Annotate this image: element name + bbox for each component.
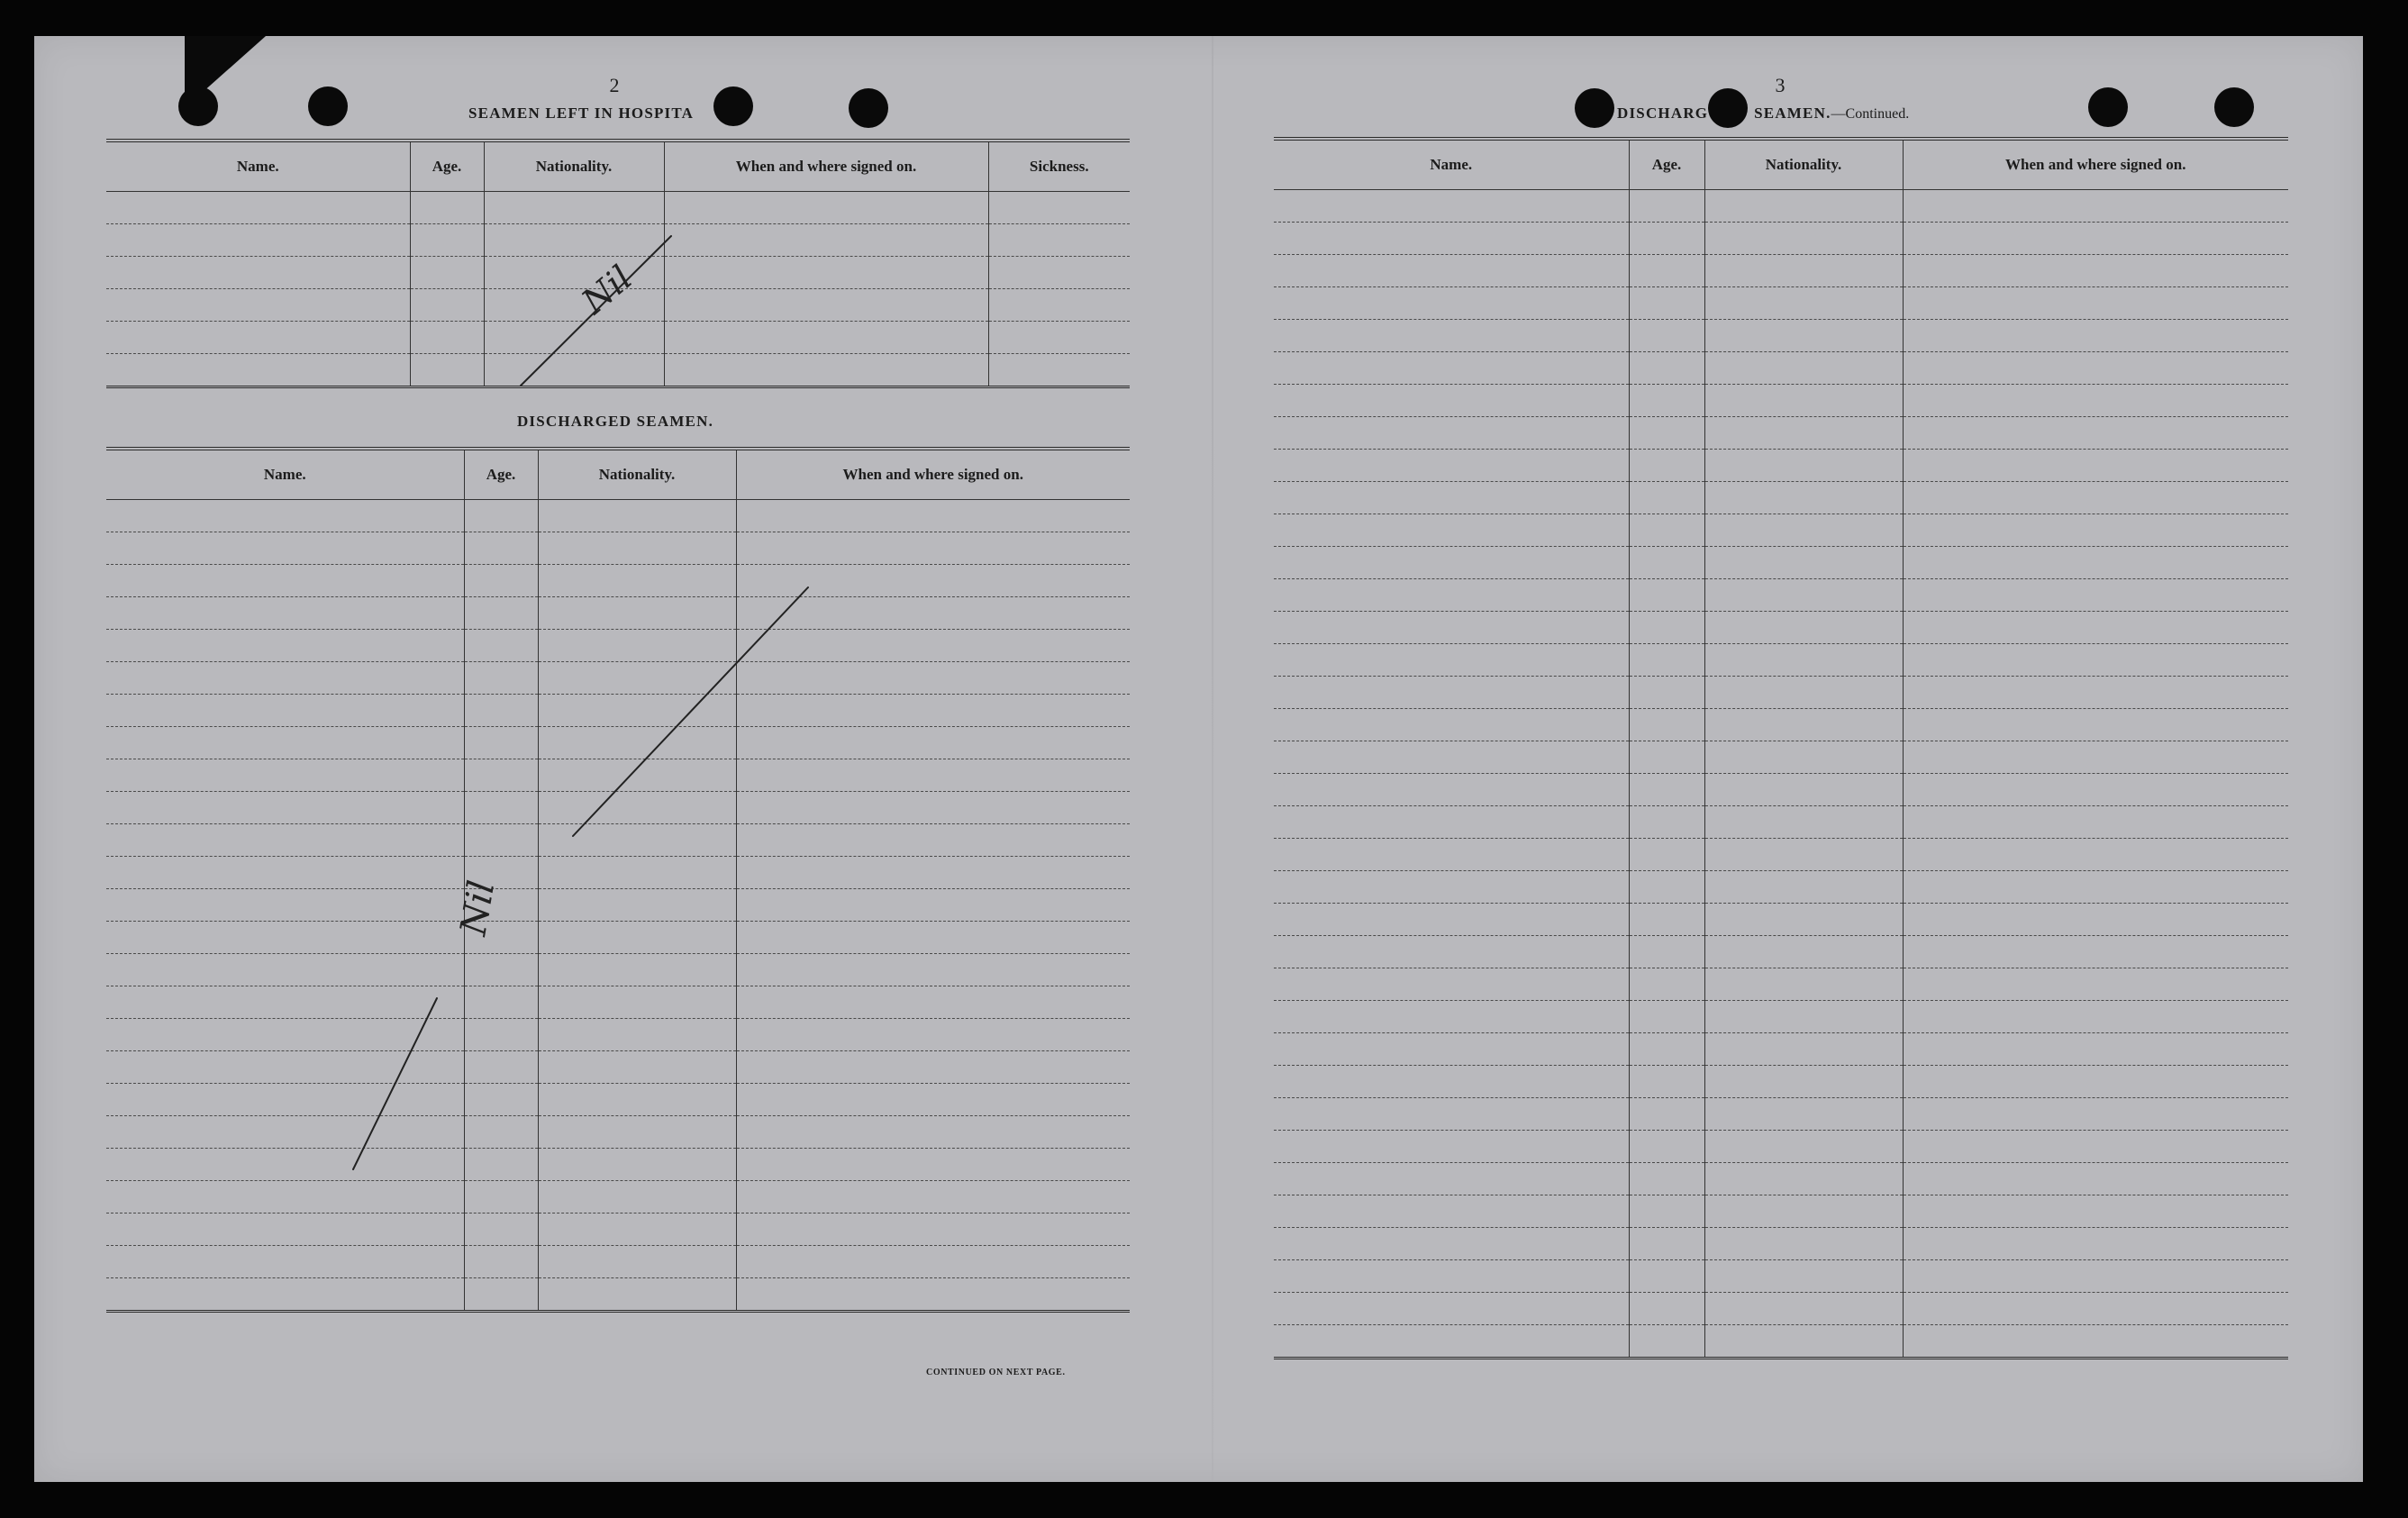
title-part2: SEAMEN. [1754, 105, 1831, 122]
col-name-header: Name. [106, 141, 410, 192]
discharged-section-title: DISCHARGED SEAMEN. [516, 413, 714, 430]
col-age-header: Age. [464, 449, 538, 500]
col-nationality-header: Nationality. [538, 449, 736, 500]
strike-line [353, 998, 437, 1169]
strike-line [573, 587, 808, 836]
col-name-header: Name. [1274, 139, 1629, 190]
col-nationality-header: Nationality. [484, 141, 664, 192]
col-signed-on-header: When and where signed on. [1903, 139, 2288, 190]
nil-mark: Nil [452, 877, 504, 939]
col-name-header: Name. [106, 449, 464, 500]
col-sickness-header: Sickness. [988, 141, 1130, 192]
col-signed-on-header: When and where signed on. [664, 141, 988, 192]
hospital-section-title: SEAMEN LEFT IN HOSPITA [468, 105, 695, 122]
col-nationality-header: Nationality. [1704, 139, 1903, 190]
continued-footer: CONTINUED ON NEXT PAGE. [926, 1368, 1066, 1377]
title-part1: DISCHARG [1617, 105, 1709, 122]
left-page-number: 2 [609, 74, 620, 96]
col-age-header: Age. [410, 141, 484, 192]
col-signed-on-header: When and where signed on. [736, 449, 1130, 500]
title-continued: —Continued. [1831, 106, 1910, 122]
col-age-header: Age. [1629, 139, 1704, 190]
nil-mark: Nil [574, 258, 640, 322]
right-page-number: 3 [1775, 74, 1786, 96]
